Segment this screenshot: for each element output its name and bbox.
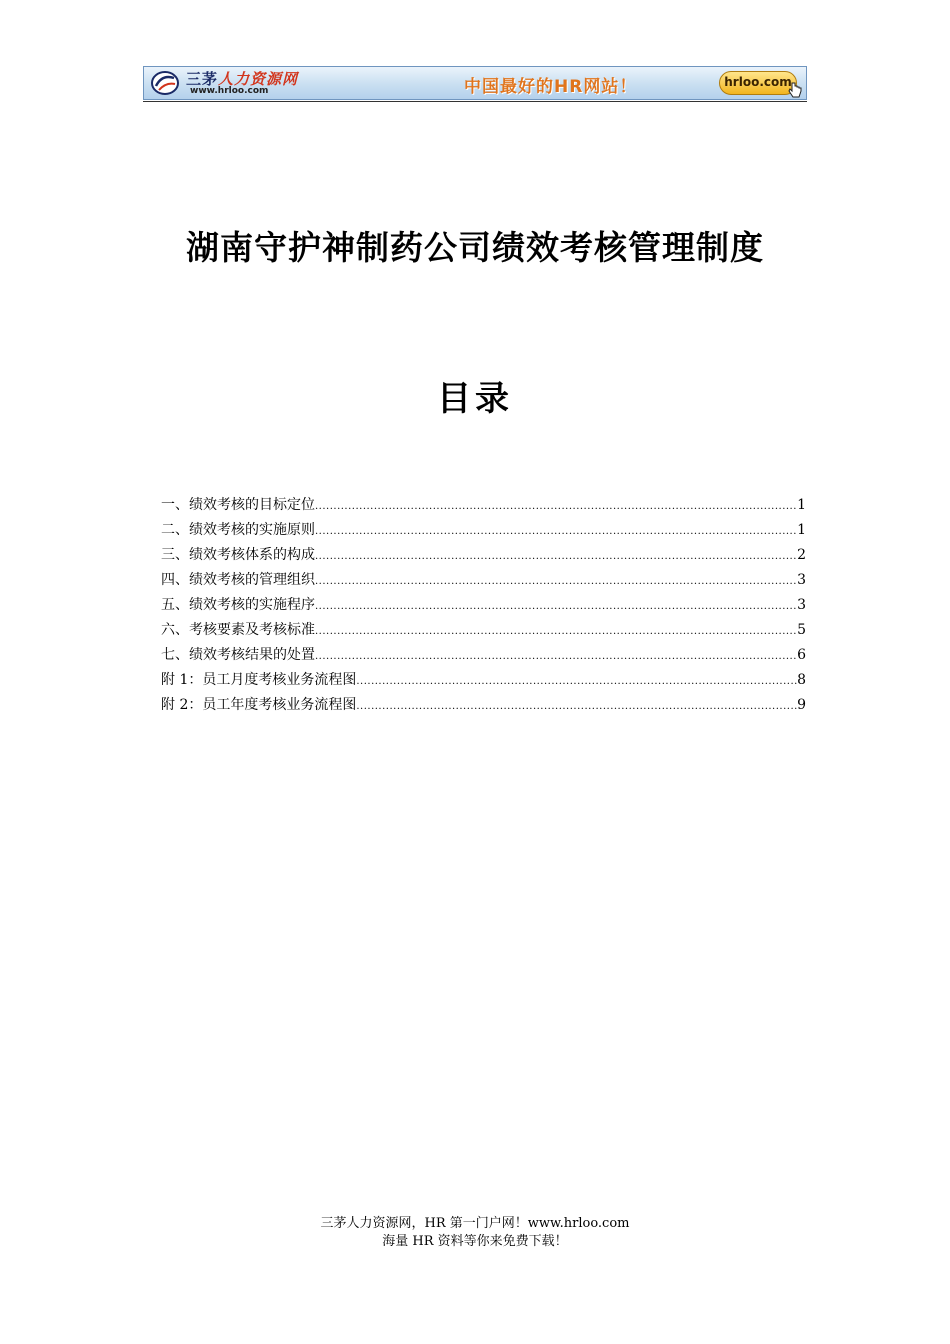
toc-entry[interactable] bbox=[161, 618, 806, 643]
toc-entry-page: 8 bbox=[797, 672, 806, 688]
toc-leader bbox=[315, 544, 797, 569]
toc-leader bbox=[315, 644, 797, 669]
toc-entry-label: 一、绩效考核的目标定位 bbox=[161, 497, 315, 513]
toc-entry-label: 五、绩效考核的实施程序 bbox=[161, 597, 315, 613]
toc-entry-page: 3 bbox=[797, 597, 806, 613]
toc-entry[interactable] bbox=[161, 568, 806, 593]
document-title: 湖南守护神制药公司绩效考核管理制度 bbox=[186, 228, 764, 267]
page-footer bbox=[0, 1215, 950, 1251]
toc-entry-page: 2 bbox=[797, 547, 806, 563]
toc-entry-page: 1 bbox=[797, 497, 806, 513]
toc-leader bbox=[315, 494, 797, 519]
toc-entry-page: 1 bbox=[797, 522, 806, 538]
logo-name-part1: 三茅 bbox=[186, 70, 219, 88]
toc-entry[interactable] bbox=[161, 493, 806, 518]
header-banner[interactable] bbox=[143, 66, 807, 100]
toc-entry[interactable] bbox=[161, 543, 806, 568]
toc-heading: 目录 bbox=[437, 379, 513, 419]
slogan: 中国最好的HR网站！ bbox=[464, 77, 638, 97]
toc-entry-page: 6 bbox=[797, 647, 806, 663]
toc-leader bbox=[315, 619, 797, 644]
header-rule bbox=[143, 101, 807, 102]
logo-url: www.hrloo.com bbox=[190, 86, 269, 96]
toc-entry[interactable] bbox=[161, 693, 806, 718]
toc-entry[interactable] bbox=[161, 668, 806, 693]
toc-leader bbox=[315, 594, 797, 619]
toc-entry-label: 七、绩效考核结果的处置 bbox=[161, 647, 315, 663]
toc-entry-label: 附 2：员工年度考核业务流程图 bbox=[161, 697, 357, 713]
toc-leader bbox=[315, 569, 797, 594]
logo-name-part2: 人力资源网 bbox=[218, 70, 299, 88]
toc-leader bbox=[315, 519, 797, 544]
hand-cursor-icon bbox=[788, 82, 802, 99]
toc-entry[interactable] bbox=[161, 593, 806, 618]
toc-entry-page: 5 bbox=[797, 622, 806, 638]
toc-leader bbox=[356, 694, 797, 719]
toc-entry-page: 3 bbox=[797, 572, 806, 588]
hrloo-site-button[interactable]: hrloo.com bbox=[719, 71, 797, 95]
logo-icon bbox=[150, 70, 180, 96]
toc-leader bbox=[356, 669, 797, 694]
toc-entry[interactable] bbox=[161, 518, 806, 543]
table-of-contents bbox=[161, 493, 806, 718]
toc-entry-label: 三、绩效考核体系的构成 bbox=[161, 547, 315, 563]
toc-entry-label: 附 1：员工月度考核业务流程图 bbox=[161, 672, 357, 688]
toc-entry-label: 四、绩效考核的管理组织 bbox=[161, 572, 315, 588]
footer-line-1[interactable]: 三茅人力资源网，HR 第一门户网！www.hrloo.com bbox=[320, 1216, 630, 1231]
toc-entry-page: 9 bbox=[797, 697, 806, 713]
toc-entry[interactable] bbox=[161, 643, 806, 668]
footer-line-2: 海量 HR 资料等你来免费下载！ bbox=[382, 1234, 568, 1249]
toc-entry-label: 二、绩效考核的实施原则 bbox=[161, 522, 315, 538]
toc-entry-label: 六、考核要素及考核标准 bbox=[161, 622, 315, 638]
